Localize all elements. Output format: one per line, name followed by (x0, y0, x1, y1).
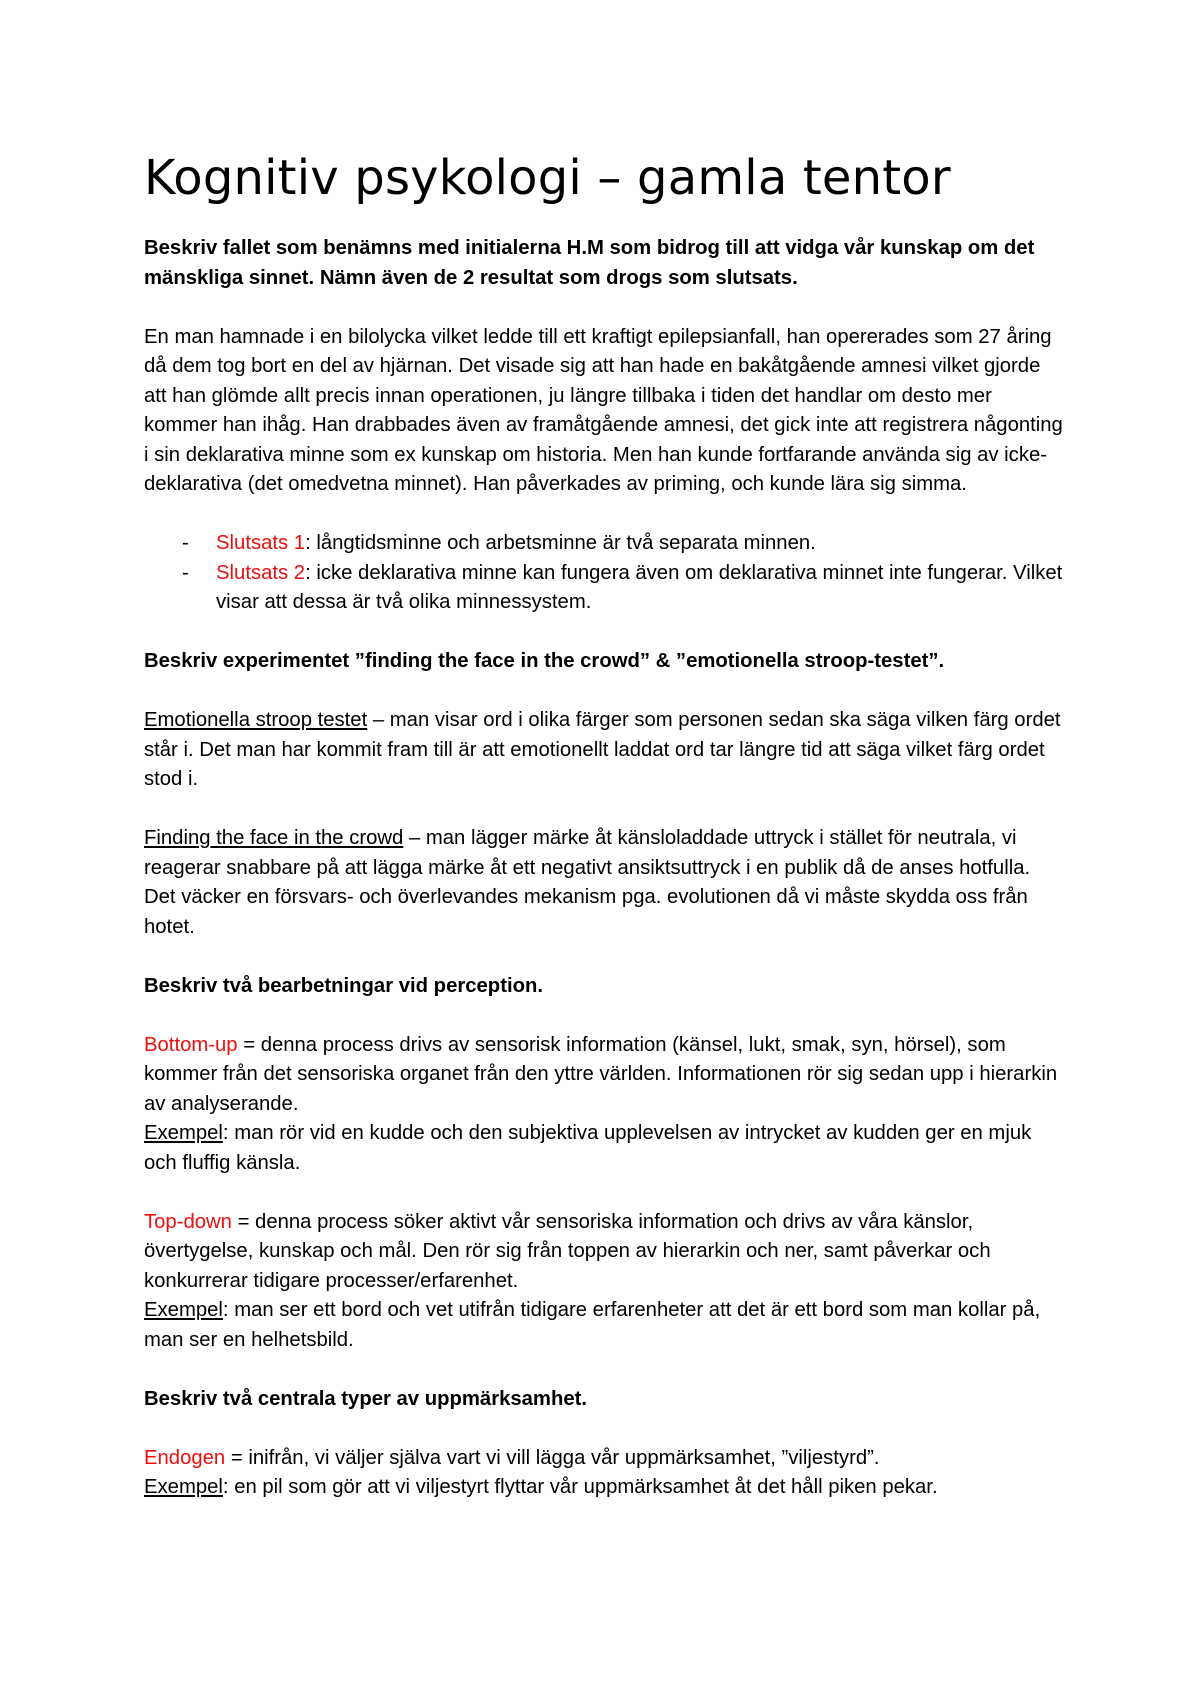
question-experiments: Beskriv experimentet ”finding the face in the crowd” & ”emotionella stroop-testet”. (144, 650, 945, 672)
stroop-text: – man visar ord i olika färger som personen sedan ska säga vilken färg ordet står i. Det man har kommit fram till är att emotionellt laddat ord tar längre tid att säga vilket färg ordet stod i. (144, 709, 1061, 790)
top-down-label: Top-down (144, 1210, 232, 1233)
example-text: : en pil som gör att vi viljestyrt flyttar vår uppmärksamhet åt det håll piken pekar. (222, 1476, 938, 1498)
question-perception: Beskriv två bearbetningar vid perception. (144, 974, 543, 997)
answer-stroop (144, 706, 1064, 795)
answer-face-crowd (144, 824, 1064, 942)
answer-top-down (144, 1208, 1064, 1297)
answer-endogen (144, 1444, 1064, 1474)
example-endogen (144, 1473, 1064, 1503)
dash-bullet: - (182, 532, 189, 554)
bottom-up-label: Bottom-up (144, 1033, 238, 1056)
example-top-down (144, 1296, 1064, 1355)
dash-bullet: - (182, 561, 189, 584)
example-label: Exempel (144, 1122, 223, 1144)
example-label: Exempel (144, 1299, 223, 1321)
answer-hm: En man hamnade i en bilolycka vilket ledde till ett kraftigt epilepsianfall, han opererades som 27 åring då dem tog bort en del av hjärnan. Det visade sig att han hade en bakåtgående amnesi vilket gjorde att han glömde allt precis innan operationen, ju längre tillbaka i tiden det handlar om desto mer kommer han ihåg. Han drabbades även av framåtgående amnesi, det gick inte att registrera någonting i sin deklarativa minne som ex kunskap om historia. Men han kunde fortfarande använda sig av icke-deklarativa (det omedvetna minnet). Han påverkades av priming, och kunde lära sig simma. (144, 325, 1063, 495)
list-item (144, 529, 1064, 559)
example-label: Exempel (144, 1476, 223, 1498)
face-crowd-text: – man lägger märke åt känsloladdade uttryck i stället för neutrala, vi reagerar snabbare på att lägga märke åt ett negativt ansiktsuttryck i en publik då de anses hotfulla. Det väcker en försvars- och överlevandes mekanism pga. evolutionen då vi måste skydda oss från hotet. (144, 827, 1031, 938)
conclusion-label: Slutsats 2 (216, 561, 306, 584)
document-title: Kognitiv psykologi – gamla tentor (144, 150, 951, 206)
bottom-up-text: = denna process drivs av sensorisk information (känsel, lukt, smak, syn, hörsel), som kommer från det sensoriska organet från den yttre världen. Informationen rör sig sedan upp i hierarkin av analyserande. (144, 1033, 1058, 1115)
list-item (144, 559, 1064, 618)
example-text: : man rör vid en kudde och den subjektiva upplevelsen av intrycket av kudden ger en mjuk och fluffig känsla. (144, 1122, 1032, 1174)
face-crowd-label: Finding the face in the crowd (144, 827, 404, 849)
question-hm: Beskriv fallet som benämns med initialerna H.M som bidrog till att vidga vår kunskap om det mänskliga sinnet. Nämn även de 2 resultat som drogs som slutsats. (144, 237, 1035, 289)
example-bottom-up (144, 1119, 1064, 1178)
conclusion-text: : långtidsminne och arbetsminne är två separata minnen. (305, 532, 816, 554)
answer-bottom-up (144, 1031, 1064, 1120)
conclusion-text: : icke deklarativa minne kan fungera även om deklarativa minnet inte fungerar. Vilket visar att dessa är två olika minnessystem. (216, 561, 1063, 613)
conclusions-list (144, 529, 1064, 618)
top-down-text: = denna process söker aktivt vår sensoriska information och drivs av våra känslor, övertygelse, kunskap och mål. Den rör sig från toppen av hierarkin och ner, samt påverkar och konkurrerar tidigare processer/erfarenhet. (144, 1210, 991, 1292)
stroop-label: Emotionella stroop testet (144, 709, 368, 731)
endogen-label: Endogen (144, 1446, 226, 1469)
endogen-text: = inifrån, vi väljer själva vart vi vill lägga vår uppmärksamhet, ”viljestyrd”. (225, 1446, 880, 1469)
document-body (144, 148, 1064, 1532)
conclusion-label: Slutsats 1 (216, 532, 306, 554)
question-attention: Beskriv två centrala typer av uppmärksamhet. (144, 1387, 588, 1410)
example-text: : man ser ett bord och vet utifrån tidigare erfarenheter att det är ett bord som man kollar på, man ser en helhetsbild. (144, 1299, 1041, 1351)
